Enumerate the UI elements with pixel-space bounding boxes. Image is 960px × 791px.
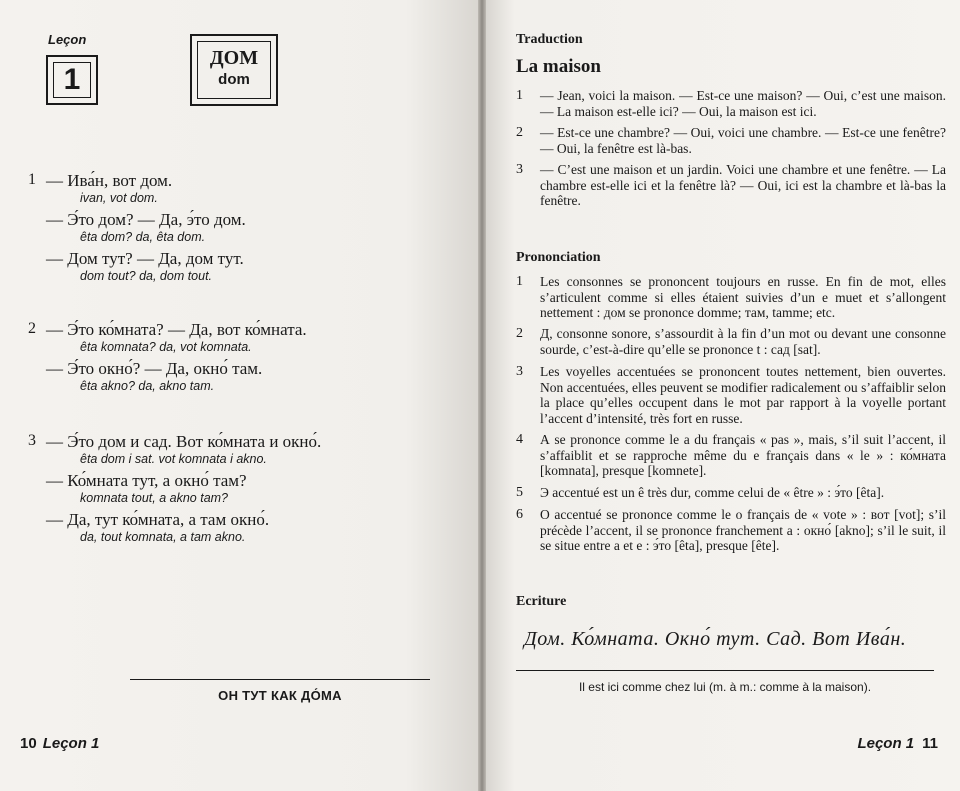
lesson-title: ДОМ (209, 47, 259, 69)
prononciation-heading: Prononciation (516, 250, 601, 265)
page-number: 10 (20, 735, 37, 752)
lesson-number-box (46, 55, 98, 105)
dialogue-transliteration: êta dom i sat. vot komnata i akno. (80, 452, 267, 466)
book-gutter (478, 0, 486, 791)
dialogue-number: 1 (28, 171, 36, 188)
dialogue-transliteration: dom tout? da, dom tout. (80, 269, 213, 283)
dialogue-transliteration: da, tout komnata, a tam akno. (80, 530, 246, 544)
dialogue-line: — Э́то дом? — Да, э́то дом. (46, 210, 246, 229)
page-footer-right (857, 735, 938, 752)
dialogue-line: — Ко́мната тут, а окно́ там? (46, 471, 247, 490)
dialogue-line: — Дом тут? — Да, дом тут. (46, 249, 244, 268)
page-number: 11 (922, 735, 938, 752)
ecriture-heading: Ecriture (516, 594, 567, 609)
lecon-tag: Leçon (48, 32, 87, 47)
right-page: Traduction La maison 1 — Jean, voici la maison. — Est-ce une maison? — Oui, c’est une maison. — La maison est-elle ici? — Oui, la maison est ici. 2 — Est-ce une chambre? — Oui, voici une chambre. — Est-ce une fenêtre? — Oui, la fenêtre est là-bas. 3 — C’est une maison et un jardin. Voici une chambre et une fenêtre. — La chambre est-elle ici et la fenêtre là? — Oui, ici est la chambre et là-bas la fenêtre. Prononciation 1 Les consonnes se prononcent toujours en russe. En fin de mot, elles s’articulent comme si elles étaient suivies d’un e muet et s’allongent nettement : дом se prononce domme; там, tamme; etc. 2 Д, consonne sonore, s’assourdit à la fin d’un mot ou devant une consonne sourde, c’est-à-dire qu’elle se prononce t : сад [sat]. 3 Les voyelles accentuées se prononcent toutes nettement, bien ouvertes. Non accentuées, elles peuvent se modifier radicalement ou s’affaiblir selon la place qu’elles occupent dans le mot par rapport à la voyelle portant l’accent d’intensité, très fort en russe. 4 А se prononce comme le a du français « pas », mais, s’il suit l’accent, il s’affaiblit et se rapproche même du e français dans « le » : ко́мната [komnata], presque [komnete]. 5 Э accentué est un ê très dur, comme celui de « être » : э́то [êta]. 6 О accentué se prononce comme le o français de « vote » : вот [vot]; s’il précède l’accent, il se prononce franchement a : окно́ [akno]; s’il le suit, il se situe entre a et e : э́то [êta], presque [ête]. Ecriture Дом. Ко́мната. Окно́ тут. Сад. Вот Ива́н. Il est ici comme chez lui (m. à m.: comme à la maison). Leçon 1 11 (486, 0, 960, 791)
handwriting-text: Дом. Ко́мната. Окно́ тут. Сад. Вот Ива́н. (524, 628, 907, 650)
running-title: Leçon 1 (857, 735, 915, 752)
handwriting-sample (524, 622, 934, 658)
proverb-translation: Il est ici comme chez lui (m. à m.: comme à la maison). (578, 680, 872, 694)
dialogue-transliteration: êta komnata? da, vot komnata. (80, 340, 252, 354)
caption-divider (516, 670, 934, 671)
dialogue-number: 3 (28, 432, 36, 449)
page-footer-left (20, 735, 99, 752)
traduction-title: La maison (516, 56, 601, 77)
dialogue-transliteration: êta akno? da, akno tam. (80, 379, 215, 393)
dialogue-line: — Э́то окно́? — Да, окно́ там. (46, 359, 263, 378)
dialogue-number: 2 (28, 320, 36, 337)
lesson-title-translit: dom (218, 71, 250, 88)
dialogue-transliteration: komnata tout, a akno tam? (80, 491, 229, 505)
dialogue-transliteration: êta dom? da, êta dom. (80, 230, 206, 244)
dialogue-line: — Э́то дом и сад. Вот ко́мната и окно́. (46, 432, 322, 451)
running-title: Leçon 1 (42, 735, 100, 752)
dialogue-line: — Э́то ко́мната? — Да, вот ко́мната. (46, 320, 307, 339)
dialogue-line: — Ива́н, вот дом. (46, 171, 173, 190)
lesson-number: 1 (53, 62, 91, 98)
lesson-motto: ОН ТУТ КАК ДО́МА (218, 688, 342, 703)
dialogue-transliteration: ivan, vot dom. (80, 191, 158, 205)
traduction-heading: Traduction (516, 32, 583, 47)
lesson-title-box (190, 34, 278, 106)
dialogue-line: — Да, тут ко́мната, а там окно́. (46, 510, 270, 529)
motto-divider (130, 679, 430, 680)
left-page (0, 0, 478, 791)
